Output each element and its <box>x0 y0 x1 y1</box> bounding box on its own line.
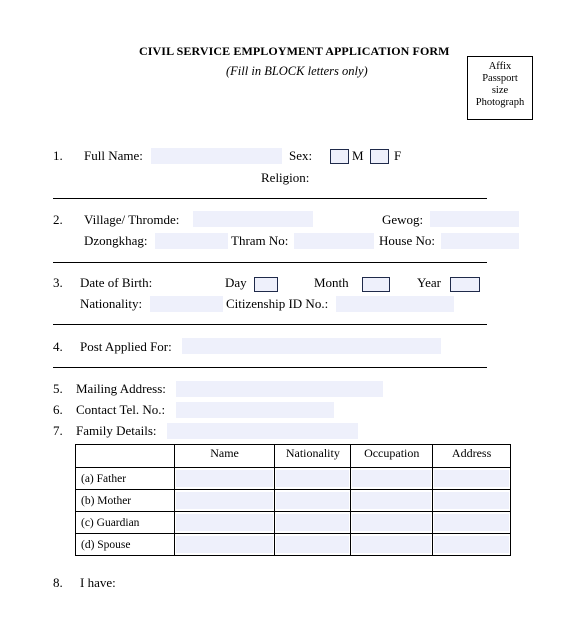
section-number: 3. <box>53 275 63 290</box>
photo-box-line: Affix <box>488 61 512 72</box>
table-row <box>76 490 511 512</box>
sex-f-label: F <box>394 148 402 163</box>
citizenship-id-label: Citizenship ID No.: <box>226 296 329 311</box>
table-row <box>76 512 511 534</box>
mailing-address-field[interactable] <box>176 381 383 397</box>
row-label-guardian: (c) Guardian <box>76 512 175 534</box>
table-cell[interactable] <box>433 534 511 556</box>
table-cell[interactable] <box>351 534 433 556</box>
family-details-field[interactable] <box>167 423 358 439</box>
section-number: 2. <box>53 212 63 227</box>
table-header-blank <box>76 445 175 468</box>
sex-m-checkbox[interactable] <box>330 149 349 164</box>
row-label-father: (a) Father <box>76 468 175 490</box>
col-occupation-header: Occupation <box>351 445 433 468</box>
dzongkhag-field[interactable] <box>155 233 228 249</box>
nationality-label: Nationality: <box>80 296 143 311</box>
table-cell[interactable] <box>433 512 511 534</box>
post-applied-field[interactable] <box>182 338 441 354</box>
section-number: 8. <box>53 575 63 590</box>
table-cell[interactable] <box>351 468 433 490</box>
contact-tel-field[interactable] <box>176 402 334 418</box>
citizenship-id-field[interactable] <box>336 296 454 312</box>
gewog-field[interactable] <box>430 211 519 227</box>
row-label-mother: (b) Mother <box>76 490 175 512</box>
dob-label: Date of Birth: <box>80 275 153 290</box>
house-field[interactable] <box>441 233 519 249</box>
nationality-field[interactable] <box>150 296 223 312</box>
post-applied-label: Post Applied For: <box>80 339 172 354</box>
table-cell[interactable] <box>174 512 275 534</box>
sex-label: Sex: <box>289 148 313 163</box>
day-box[interactable] <box>254 277 278 292</box>
village-label: Village/ Thromde: <box>84 212 180 227</box>
table-cell[interactable] <box>275 534 351 556</box>
house-label: House No: <box>379 233 435 248</box>
table-cell[interactable] <box>433 490 511 512</box>
table-cell[interactable] <box>275 512 351 534</box>
dzongkhag-label: Dzongkhag: <box>84 233 148 248</box>
section-number: 6. <box>53 402 63 417</box>
photo-box-line: Passport <box>482 73 518 84</box>
section-divider <box>53 367 487 368</box>
sex-m-label: M <box>352 148 364 163</box>
section-divider <box>53 262 487 263</box>
religion-label: Religion: <box>261 170 310 185</box>
section-number: 1. <box>53 148 63 163</box>
table-cell[interactable] <box>275 468 351 490</box>
month-label: Month <box>314 275 349 290</box>
family-details-label: Family Details: <box>76 423 157 438</box>
table-cell[interactable] <box>351 490 433 512</box>
year-label: Year <box>417 275 441 290</box>
photo-box-line: Photograph <box>475 97 525 108</box>
table-row <box>76 534 511 556</box>
table-cell[interactable] <box>275 490 351 512</box>
sex-f-checkbox[interactable] <box>370 149 389 164</box>
form-subtitle: (Fill in BLOCK letters only) <box>226 64 368 78</box>
col-address-header: Address <box>433 445 511 468</box>
table-cell[interactable] <box>174 468 275 490</box>
full-name-field[interactable] <box>151 148 282 164</box>
row-label-spouse: (d) Spouse <box>76 534 175 556</box>
table-row <box>76 468 511 490</box>
table-cell[interactable] <box>351 512 433 534</box>
photo-box-line: size <box>491 85 509 96</box>
village-field[interactable] <box>193 211 313 227</box>
section-number: 7. <box>53 423 63 438</box>
col-name-header: Name <box>174 445 275 468</box>
section-divider <box>53 324 487 325</box>
family-table <box>75 444 511 556</box>
table-cell[interactable] <box>174 534 275 556</box>
day-label: Day <box>225 275 247 290</box>
section-divider <box>53 198 487 199</box>
i-have-label: I have: <box>80 575 116 590</box>
thram-label: Thram No: <box>231 233 289 248</box>
section-number: 5. <box>53 381 63 396</box>
contact-tel-label: Contact Tel. No.: <box>76 402 166 417</box>
col-nationality-header: Nationality <box>275 445 351 468</box>
mailing-address-label: Mailing Address: <box>76 381 166 396</box>
table-header-row <box>76 445 511 468</box>
form-title: CIVIL SERVICE EMPLOYMENT APPLICATION FORM <box>139 44 450 58</box>
thram-field[interactable] <box>294 233 374 249</box>
full-name-label: Full Name: <box>84 148 143 163</box>
section-number: 4. <box>53 339 63 354</box>
table-cell[interactable] <box>433 468 511 490</box>
gewog-label: Gewog: <box>382 212 424 227</box>
table-cell[interactable] <box>174 490 275 512</box>
month-box[interactable] <box>362 277 390 292</box>
year-box[interactable] <box>450 277 480 292</box>
photo-box <box>467 56 533 120</box>
